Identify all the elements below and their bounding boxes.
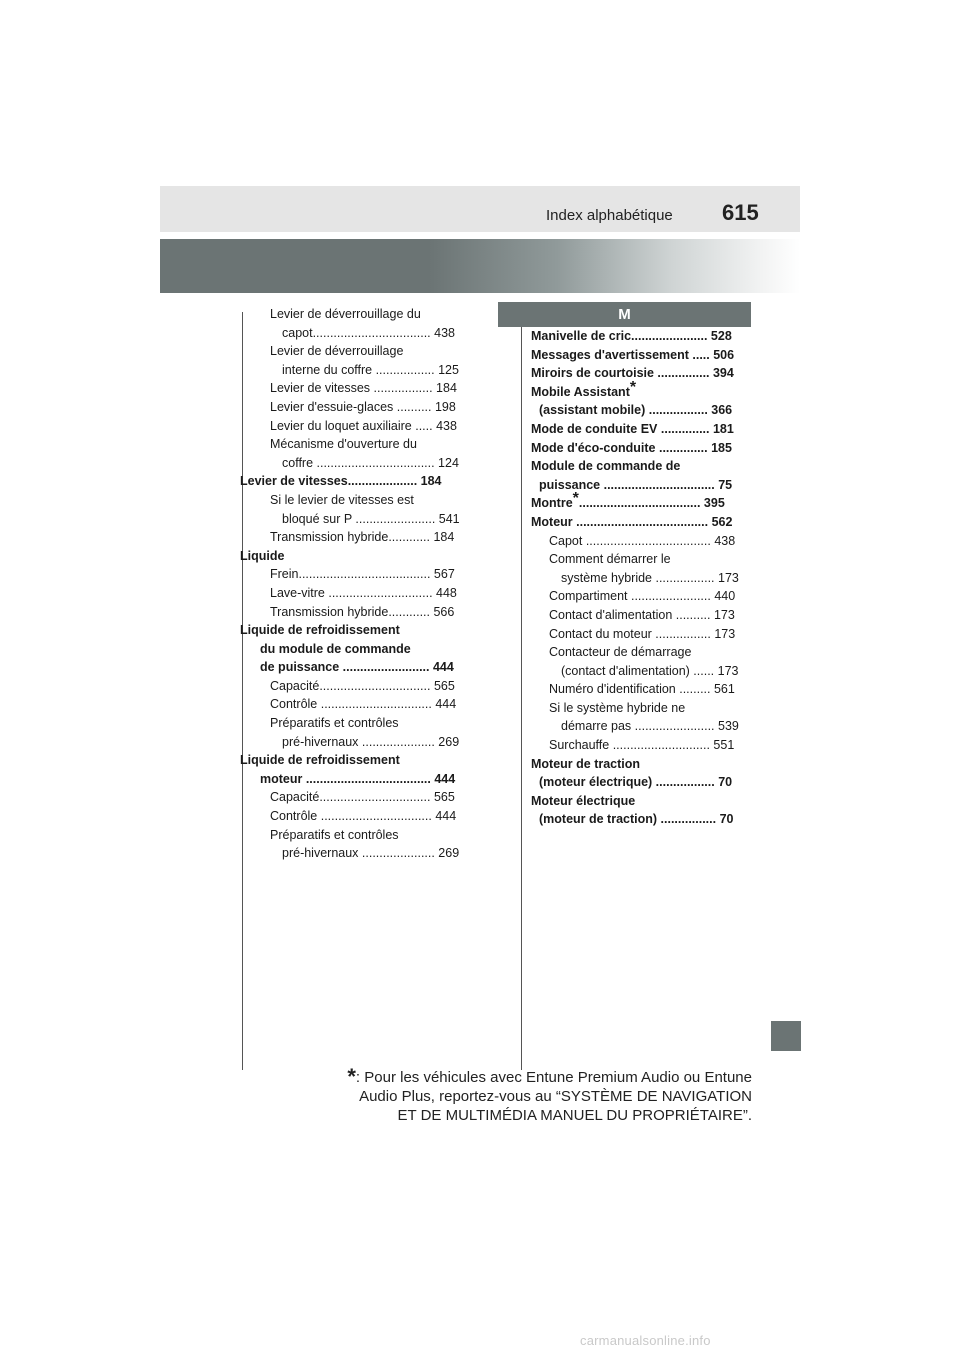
- footnote-text: : Pour les véhicules avec Entune Premium Audio ou Entune: [355, 1069, 752, 1086]
- index-entry: Transmission hybride............ 184: [270, 530, 455, 545]
- index-heading-text: Montre: [531, 496, 573, 511]
- index-heading-text: Mobile Assistant: [531, 384, 630, 399]
- index-entry: Levier de déverrouillage: [270, 344, 404, 359]
- index-entry: Mécanisme d'ouverture du: [270, 437, 417, 452]
- index-heading: Moteur ...................................... 562: [531, 514, 733, 529]
- index-heading: [519, 490, 763, 513]
- index-entry: pré-hivernaux ..................... 269: [282, 846, 460, 861]
- index-heading: (assistant mobile) ................. 366: [539, 403, 733, 418]
- index-heading: Levier de vitesses.................... 184: [240, 474, 442, 489]
- index-entry: Contact d'alimentation .......... 173: [549, 607, 735, 622]
- index-entry: (contact d'alimentation) ...... 173: [561, 663, 739, 678]
- index-heading: du module de commande: [260, 641, 411, 656]
- page-title: Index alphabétique: [546, 207, 673, 224]
- index-heading: [519, 378, 763, 402]
- index-heading: Messages d'avertissement ..... 506: [531, 347, 735, 362]
- index-entry: Si le système hybride ne: [549, 700, 686, 715]
- index-heading: Miroirs de courtoisie ............... 394: [531, 366, 734, 381]
- asterisk-marker: *: [572, 490, 579, 508]
- index-entry: Levier d'essuie-glaces .......... 198: [270, 399, 456, 414]
- footnote-line: Audio Plus, reportez-vous au “SYSTÈME DE NAVIGATION: [359, 1088, 752, 1105]
- footnote-line: ET DE MULTIMÉDIA MANUEL DU PROPRIÉTAIRE”.: [397, 1107, 752, 1124]
- header-banner: [160, 239, 800, 293]
- footnote-marker: *: [347, 1064, 356, 1089]
- asterisk-marker: *: [629, 378, 637, 396]
- index-entry: Préparatifs et contrôles: [270, 827, 399, 842]
- header-strip: [160, 186, 800, 232]
- index-entry: Levier de vitesses ................. 184: [270, 381, 457, 396]
- index-column-left: [240, 305, 472, 863]
- index-column-right: [519, 327, 751, 829]
- index-entry: système hybride ................. 173: [561, 570, 739, 585]
- index-entry: Frein...................................... 567: [270, 567, 455, 582]
- index-entry: démarre pas ....................... 539: [561, 719, 739, 734]
- index-heading: puissance ................................ 75: [539, 477, 733, 492]
- index-entry: Capacité................................ 565: [270, 790, 455, 805]
- index-entry: Capot .................................... 438: [549, 533, 736, 548]
- index-heading: Mode de conduite EV .............. 181: [531, 421, 734, 436]
- index-entry: coffre .................................. 124: [282, 455, 459, 470]
- index-heading: Liquide: [240, 548, 285, 563]
- index-entry: Levier du loquet auxiliaire ..... 438: [270, 418, 457, 433]
- index-entry: bloqué sur P ....................... 541: [282, 511, 460, 526]
- index-entry: Contact du moteur ................ 173: [549, 626, 736, 641]
- index-heading: (moteur électrique) ................. 70: [539, 775, 733, 790]
- index-entry: Contacteur de démarrage: [549, 645, 692, 660]
- index-entry: Contrôle ................................ 444: [270, 697, 457, 712]
- index-entry: Contrôle ................................ 444: [270, 809, 457, 824]
- index-entry: capot.................................. 438: [282, 325, 455, 340]
- page-number: 615: [722, 200, 759, 225]
- index-entry: Capacité................................ 565: [270, 678, 455, 693]
- index-entry: Préparatifs et contrôles: [270, 716, 399, 731]
- index-entry: interne du coffre ................. 125: [282, 362, 459, 377]
- index-heading: Moteur électrique: [531, 793, 636, 808]
- index-heading: Moteur de traction: [531, 756, 641, 771]
- index-entry: Levier de déverrouillage du: [270, 307, 421, 321]
- index-entry: Comment démarrer le: [549, 552, 671, 567]
- index-heading-page: ................................... 395: [578, 496, 725, 511]
- chapter-thumb-tab: [771, 1021, 801, 1051]
- index-heading: Liquide de refroidissement: [240, 623, 400, 638]
- index-heading: Module de commande de: [531, 459, 681, 474]
- index-entry: pré-hivernaux ..................... 269: [282, 734, 460, 749]
- index-heading: de puissance ......................... 444: [260, 660, 454, 675]
- section-letter-header: M: [498, 302, 751, 327]
- index-entry: Numéro d'identification ......... 561: [549, 682, 735, 697]
- index-entry: Lave-vitre .............................. 448: [270, 585, 457, 600]
- index-entry: Transmission hybride............ 566: [270, 604, 455, 619]
- index-heading: Liquide de refroidissement: [240, 753, 400, 768]
- index-heading: Manivelle de cric...................... 528: [531, 329, 732, 343]
- watermark: carmanualsonline.info: [580, 1333, 711, 1348]
- index-entry: Compartiment ....................... 440: [549, 589, 736, 604]
- index-entry: Si le levier de vitesses est: [270, 492, 414, 507]
- footnote-line: [347, 1064, 752, 1089]
- index-entry: Surchauffe ............................ 551: [549, 738, 735, 753]
- index-heading: Mode d'éco-conduite .............. 185: [531, 440, 732, 455]
- index-heading: (moteur de traction) ................ 70: [539, 812, 734, 827]
- index-heading: moteur .................................... 444: [260, 771, 456, 786]
- footnote: [347, 1064, 752, 1125]
